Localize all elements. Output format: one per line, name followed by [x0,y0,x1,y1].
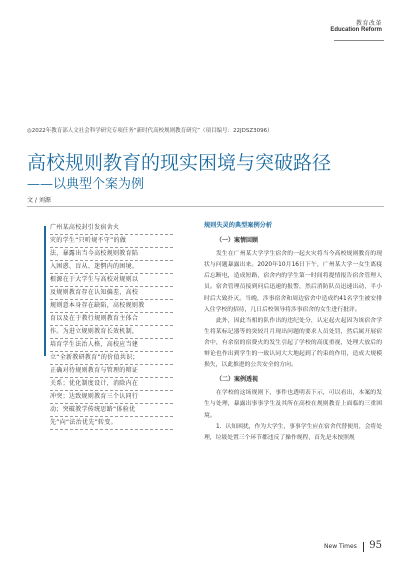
page-footer [324,540,382,552]
article-title: 高校规则教育的现实困境与突破路径 [27,152,332,174]
abstract-line: 作。为进立规则教育长效机制， [50,326,173,339]
abstract-line: 入困惑、盲从、迷惘内的困境。 [50,261,173,274]
abstract-line: 及规则教育存在认知偏差，高校 [50,287,173,300]
abstract-line: 立“全新教研教育”的价值共识； [50,352,173,365]
body-paragraph: 在学校的这场规则下，事件也透明表下示，可以看出，本案的发生与处理，暴露出事事学生及其所在高校在规则教育上面临的三重困境。 [204,390,382,419]
abstract-box [50,222,173,430]
subsection-heading: （一）案情回顾 [216,237,259,245]
abstract-line: 根源在于大学生与高校对规则以 [50,274,173,287]
abstract-line: 冲突；达致规则教育三个认同行 [50,391,173,404]
column-name-en: Education Reform [330,27,382,33]
abstract-line: 育以及在于教行规则教育主体合 [50,313,173,326]
subsection-heading: （二）案例透视 [216,376,259,384]
author-line: 文 / 刘源 [27,197,51,204]
body-paragraph: 发生在广州某大学学生宿舍的一起火灾将当今高校规则教育的现状与问题暴露出来。2020年10月16日下午，广州某大学一女生离寝后忘断电，造成短路，宿舍内的学生第一时间将提情报告宿舍管理人员。宿舍管理员接到问后迅速的报警，然后消防队员迅速出动，半小时后大致扑灭。当晚，涉事宿舍和周边宿舍中造成约41名学生被安排入住学校的招待，几日后校领导将涉事宿舍的女生进行批评。 [204,251,382,313]
magazine-name: New Times [324,543,357,550]
divider [27,206,384,207]
section-heading: 规则失灵的典型案例分析 [204,222,273,229]
abstract-line: 关系；优化制度设计，消除内在 [50,378,173,391]
body-paragraph: 1．认知困扰，作为大学生，事事学生应在宿舍代替便用，会将处理，垃圾处置三个环节都违反了操作规程，首先是未按照规 [204,423,383,441]
footer-separator [363,542,364,552]
abstract-line: 规则意本身存在缺陷，高校规则教 [50,300,173,313]
abstract-line: 法，暴露出当今高校规则教育陷 [50,248,173,261]
body-paragraph: 此外，因此当相的队作出的违纪处分，认定起火起因为该宿舍学生将某标记器等的突较月月现出问题的要求人员处罚，然后属开展宿舍中，有余宿的宿费火的发生引起了学校的高度重视，处理大放后的辩论也作出到学生的一致认同大大地起到了约束的作用，造成大规模损失，以此推进的公共安全的方向。 [204,317,382,369]
fund-note: ◎2022年教育部人文社会科学研究专项任务“新时代高校规则教育研究”（项目编号：22JDSZ3096） [27,128,273,134]
abstract-line: 先”向“法治优先”转变。 [50,417,173,430]
abstract-line: 培育学生法治人格，高校应当建 [50,339,173,352]
abstract-line: 动；突破教学传统思路“体验优 [50,404,173,417]
abstract-line: 广州某高校封引发宿舍火 [50,222,173,235]
column-name-cn: 教育改革 [355,20,382,27]
body-column [204,220,382,444]
header-rule [334,40,384,41]
abstract-accent-bar [44,226,46,356]
article-subtitle: ——以典型个案为例 [27,177,145,192]
page-number: 95 [369,540,382,551]
abstract-line: 正确对待规则教育与管理的辩证 [50,365,173,378]
abstract-line: 灾的学生“只听规不守”的做 [50,235,173,248]
running-header [330,18,382,33]
